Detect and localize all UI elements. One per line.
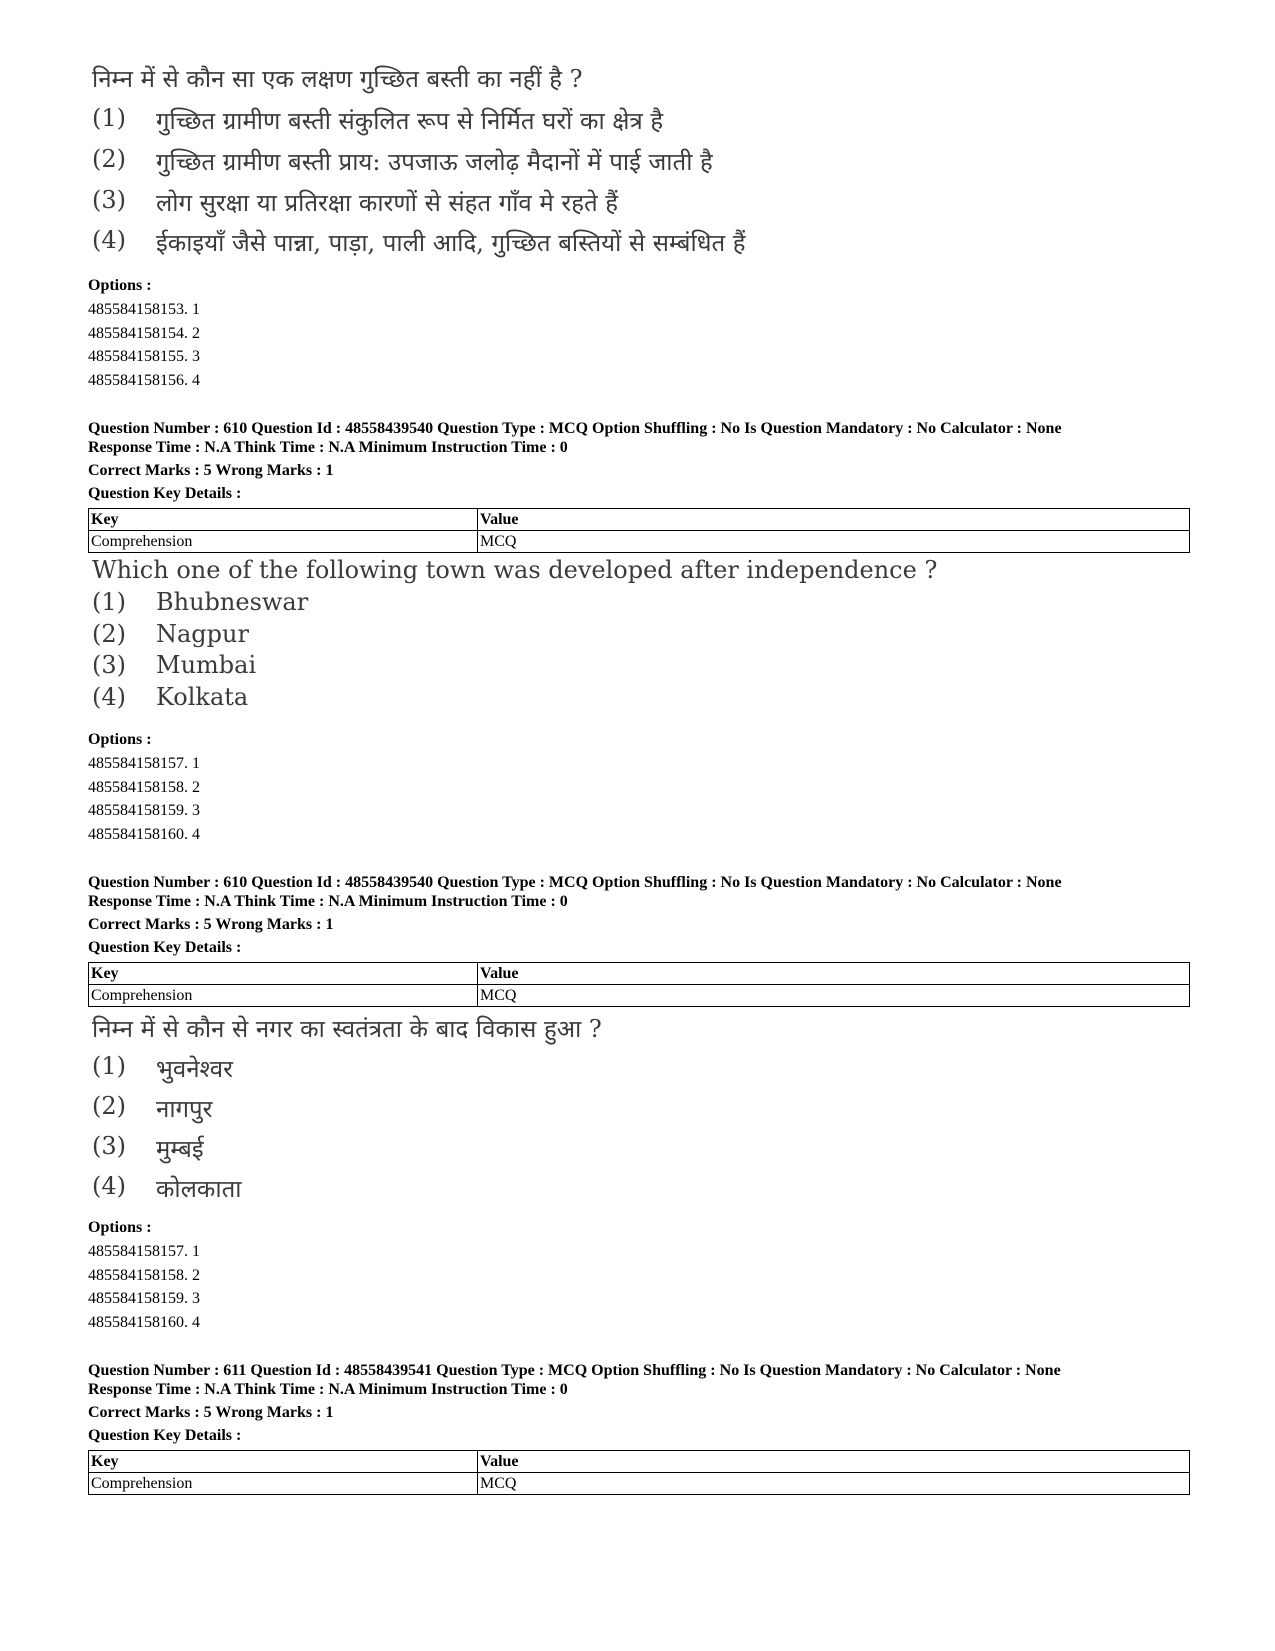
choice-text: लोग सुरक्षा या प्रतिरक्षा कारणों से संहत गाँव मे रहते हैं xyxy=(156,189,618,217)
question-marks: Correct Marks : 5 Wrong Marks : 1 xyxy=(88,1404,334,1421)
option-item: 485584158159. 3 xyxy=(88,1290,200,1307)
question-stem: निम्न में से कौन से नगर का स्वतंत्रता के बाद विकास हुआ ? xyxy=(92,1015,602,1043)
question-key-details: Question Key Details : xyxy=(88,485,242,502)
options-label: Options : xyxy=(88,1219,152,1236)
choice-number: (2) xyxy=(92,145,126,173)
choice-text: मुम्बई xyxy=(156,1135,204,1163)
choice-text: Bhubneswar xyxy=(156,588,309,616)
options-label: Options : xyxy=(88,731,152,748)
table-cell-value: MCQ xyxy=(478,1473,1190,1495)
table-cell-key: Comprehension xyxy=(89,531,478,553)
option-item: 485584158154. 2 xyxy=(88,324,200,342)
options-list xyxy=(88,1240,200,1334)
question-timing: Response Time : N.A Think Time : N.A Minimum Instruction Time : 0 xyxy=(88,893,568,910)
question-609-image xyxy=(92,62,1092,267)
question-meta: Question Number : 610 Question Id : 48558439540 Question Type : MCQ Option Shuffling : No Is Question Mandatory : No Calculator : None xyxy=(88,874,1062,891)
question-key-details: Question Key Details : xyxy=(88,1427,242,1444)
choice-number: (2) xyxy=(92,1092,126,1120)
question-stem: निम्न में से कौन सा एक लक्षण गुच्छित बस्ती का नहीं है ? xyxy=(92,65,583,93)
choice-number: (2) xyxy=(92,620,126,648)
option-item: 485584158153. 1 xyxy=(88,301,200,318)
option-item: 485584158155. 3 xyxy=(88,348,200,365)
table-header-value: Value xyxy=(478,1451,1190,1473)
choice-text: ईकाइयाँ जैसे पान्ना, पाड़ा, पाली आदि, गुच्छित बस्तियों से सम्बंधित हैं xyxy=(156,229,746,257)
option-item: 485584158156. 4 xyxy=(88,371,200,389)
table-header-key: Key xyxy=(89,509,478,531)
choice-text: Nagpur xyxy=(156,620,249,648)
option-item: 485584158159. 3 xyxy=(88,802,200,819)
choice-text: गुच्छित ग्रामीण बस्ती संकुलित रूप से निर्मित घरों का क्षेत्र है xyxy=(156,107,664,135)
options-label: Options : xyxy=(88,277,152,294)
choice-text: नागपुर xyxy=(156,1095,213,1123)
key-value-table xyxy=(88,508,1190,553)
question-key-details: Question Key Details : xyxy=(88,939,242,956)
table-header-key: Key xyxy=(89,1451,478,1473)
table-cell-value: MCQ xyxy=(478,985,1190,1007)
question-meta: Question Number : 611 Question Id : 48558439541 Question Type : MCQ Option Shuffling : No Is Question Mandatory : No Calculator : None xyxy=(88,1362,1061,1379)
question-timing: Response Time : N.A Think Time : N.A Minimum Instruction Time : 0 xyxy=(88,1381,568,1398)
table-cell-key: Comprehension xyxy=(89,1473,478,1495)
key-value-table xyxy=(88,962,1190,1007)
option-item: 485584158160. 4 xyxy=(88,825,200,843)
choice-number: (1) xyxy=(92,1052,126,1080)
question-stem: Which one of the following town was developed after independence ? xyxy=(92,556,938,584)
question-meta: Question Number : 610 Question Id : 48558439540 Question Type : MCQ Option Shuffling : No Is Question Mandatory : No Calculator : None xyxy=(88,420,1062,437)
choice-text: Kolkata xyxy=(156,683,249,711)
table-header-value: Value xyxy=(478,509,1190,531)
choice-text: भुवनेश्वर xyxy=(156,1055,233,1083)
question-marks: Correct Marks : 5 Wrong Marks : 1 xyxy=(88,462,334,479)
choice-text: गुच्छित ग्रामीण बस्ती प्राय: उपजाऊ जलोढ़ मैदानों में पाई जाती है xyxy=(156,148,713,176)
choice-number: (4) xyxy=(92,226,126,254)
table-cell-value: MCQ xyxy=(478,531,1190,553)
key-value-table xyxy=(88,1450,1190,1495)
choice-text: कोलकाता xyxy=(156,1175,242,1203)
option-item: 485584158160. 4 xyxy=(88,1313,200,1331)
table-header-key: Key xyxy=(89,963,478,985)
option-item: 485584158157. 1 xyxy=(88,755,200,772)
table-cell-key: Comprehension xyxy=(89,985,478,1007)
choice-text: Mumbai xyxy=(156,651,257,679)
choice-number: (3) xyxy=(92,186,126,214)
question-610-hindi-image xyxy=(92,1012,1092,1202)
question-timing: Response Time : N.A Think Time : N.A Minimum Instruction Time : 0 xyxy=(88,439,568,456)
choice-number: (3) xyxy=(92,651,126,679)
choice-number: (1) xyxy=(92,104,126,132)
choice-number: (1) xyxy=(92,588,126,616)
options-list xyxy=(88,752,200,846)
question-610-english-image xyxy=(92,556,1092,716)
choice-number: (4) xyxy=(92,1172,126,1200)
option-item: 485584158158. 2 xyxy=(88,778,200,796)
options-list xyxy=(88,298,200,392)
option-item: 485584158157. 1 xyxy=(88,1243,200,1260)
choice-number: (3) xyxy=(92,1132,126,1160)
option-item: 485584158158. 2 xyxy=(88,1266,200,1284)
choice-number: (4) xyxy=(92,683,126,711)
table-header-value: Value xyxy=(478,963,1190,985)
question-marks: Correct Marks : 5 Wrong Marks : 1 xyxy=(88,916,334,933)
